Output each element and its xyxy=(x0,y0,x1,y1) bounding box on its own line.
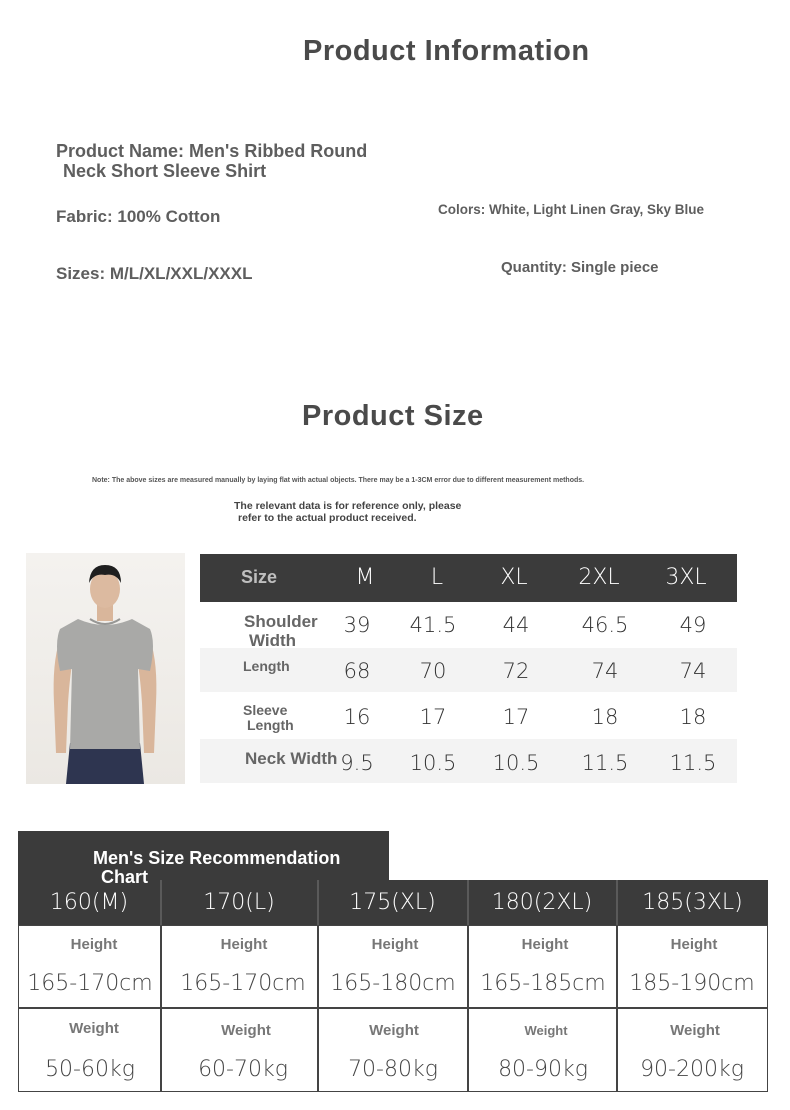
rec-col-1802xl: 180(2XL) xyxy=(491,890,593,915)
rec-weight-value: 90-200kg xyxy=(640,1057,744,1082)
rec-col-175xl: 175(XL) xyxy=(349,890,436,915)
rec-col-160m: 160(M) xyxy=(49,890,129,915)
quantity-text: Quantity: Single piece xyxy=(501,259,659,276)
reference-note-line2: refer to the actual product received. xyxy=(238,512,417,524)
table-cell: 11.5 xyxy=(581,751,629,775)
product-name-line2: Neck Short Sleeve Shirt xyxy=(63,161,267,181)
table-cell: 18 xyxy=(591,705,619,729)
size-col-l: L xyxy=(430,565,444,590)
table-cell: 9.5 xyxy=(340,751,374,775)
rec-weight-value: 60-70kg xyxy=(198,1057,288,1082)
rec-weight-value: 50-60kg xyxy=(45,1057,135,1082)
row-label-sleeve: Sleeve xyxy=(243,702,288,718)
rec-weight-label: Weight xyxy=(221,1022,271,1039)
product-name-line1: Product Name: Men's Ribbed Round xyxy=(56,141,368,161)
size-col-m: M xyxy=(355,565,375,590)
row-label-shoulder-2: Width xyxy=(249,631,297,650)
sizes-text: Sizes: M/L/XL/XXL/XXXL xyxy=(56,264,253,283)
rec-weight-label: Weight xyxy=(369,1022,419,1039)
measurement-note: Note: The above sizes are measured manually by laying flat with actual objects. There may be a 1-3CM error due to different measurement methods. xyxy=(92,477,585,484)
rec-weight-value: 80-90kg xyxy=(498,1057,588,1082)
table-cell: 70 xyxy=(419,659,447,683)
table-cell: 41.5 xyxy=(409,613,457,637)
colors-text: Colors: White, Light Linen Gray, Sky Blue xyxy=(438,202,705,217)
reference-note-line1: The relevant data is for reference only, please xyxy=(234,500,462,512)
table-cell: 18 xyxy=(679,705,707,729)
row-label-shoulder: Shoulder xyxy=(244,612,318,631)
size-col-xl: XL xyxy=(500,565,528,590)
model-illustration-icon xyxy=(26,553,185,784)
row-label-neck: Neck Width xyxy=(245,749,338,768)
size-col-2xl: 2XL xyxy=(578,565,620,590)
size-header-label: Size xyxy=(241,567,278,587)
rec-height-value: 165-170cm xyxy=(180,971,306,996)
rec-height-label: Height xyxy=(521,936,569,953)
rec-height-label: Height xyxy=(70,936,118,953)
rec-weight-label: Weight xyxy=(524,1023,568,1038)
table-cell: 46.5 xyxy=(581,613,629,637)
rec-height-label: Height xyxy=(371,936,419,953)
rec-height-value: 185-190cm xyxy=(629,971,755,996)
table-cell: 72 xyxy=(502,659,530,683)
table-cell: 39 xyxy=(343,613,371,637)
rec-height-value: 165-170cm xyxy=(27,971,153,996)
table-cell: 11.5 xyxy=(669,751,717,775)
table-cell: 49 xyxy=(679,613,707,637)
rec-height-label: Height xyxy=(220,936,268,953)
recommendation-title-line2: Chart xyxy=(101,867,149,887)
table-cell: 74 xyxy=(591,659,619,683)
rec-weight-label: Weight xyxy=(69,1020,119,1037)
fabric-text: Fabric: 100% Cotton xyxy=(56,207,221,226)
row-label-length: Length xyxy=(243,658,290,674)
table-cell: 17 xyxy=(419,705,447,729)
table-cell: 74 xyxy=(679,659,707,683)
recommendation-title-line1: Men's Size Recommendation xyxy=(93,848,341,868)
info-title: Product Information xyxy=(303,35,590,67)
table-cell: 16 xyxy=(343,705,371,729)
table-cell: 10.5 xyxy=(492,751,540,775)
row-label-sleeve-2: Length xyxy=(247,717,294,733)
rec-height-label: Height xyxy=(670,936,718,953)
rec-weight-value: 70-80kg xyxy=(348,1057,438,1082)
rec-col-1853xl: 185(3XL) xyxy=(642,890,743,915)
size-col-3xl: 3XL xyxy=(665,565,707,590)
rec-height-value: 165-185cm xyxy=(480,971,606,996)
rec-height-value: 165-180cm xyxy=(330,971,456,996)
rec-weight-label: Weight xyxy=(670,1022,720,1039)
size-title: Product Size xyxy=(302,400,484,432)
rec-col-170l: 170(L) xyxy=(203,890,275,915)
table-cell: 10.5 xyxy=(409,751,457,775)
model-photo xyxy=(26,553,185,784)
table-cell: 17 xyxy=(502,705,530,729)
table-cell: 44 xyxy=(502,613,530,637)
table-cell: 68 xyxy=(343,659,371,683)
